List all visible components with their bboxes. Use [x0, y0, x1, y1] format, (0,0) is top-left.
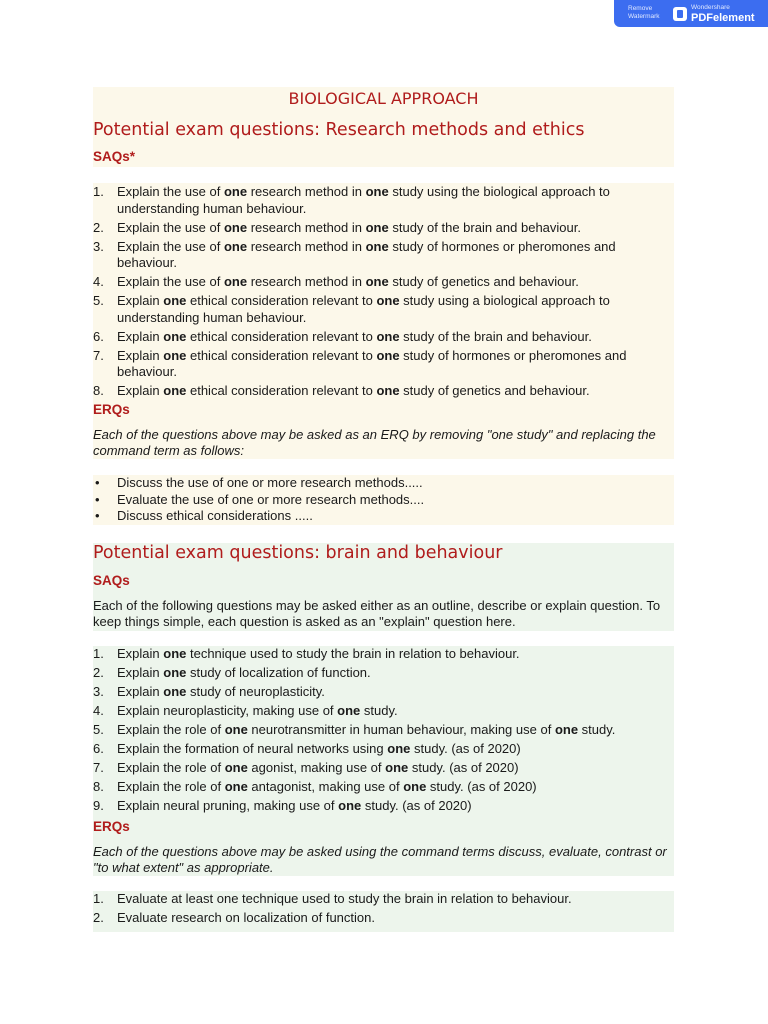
list-item-text: Explain the use of one research method in one study of hormones or pheromones and behaviour.: [117, 238, 616, 270]
section1-erq-bullets: [93, 475, 674, 525]
badge-line-2: Watermark: [628, 13, 660, 20]
list-item: [93, 348, 674, 381]
section1-saq-list: [93, 183, 674, 400]
section1-heading: Potential exam questions: Research methods and ethics: [93, 120, 585, 140]
list-item: [93, 722, 674, 739]
section2-erq-label: ERQs: [93, 819, 130, 834]
list-item: [93, 779, 674, 796]
bullet-text: Discuss ethical considerations .....: [117, 508, 313, 523]
pdfelement-logo-icon: [673, 7, 687, 21]
list-item: [93, 910, 674, 927]
section2-saq-label: SAQs: [93, 573, 130, 588]
list-item: [93, 646, 674, 663]
list-item-text: Explain one ethical consideration relevant to one study using a biological approach to understanding human behaviour.: [117, 293, 610, 325]
list-item-text: Explain the use of one research method in one study using the biological approach to understanding human behaviour.: [117, 184, 610, 216]
section1-erq-note: Each of the questions above may be asked as an ERQ by removing "one study" and replacing the command term as follows:: [93, 427, 656, 458]
brand-small-text: Wondershare: [691, 4, 730, 11]
brand-name: PDFelement: [691, 12, 755, 24]
list-item-number: 5.: [93, 722, 104, 737]
section2-erq-block: [93, 818, 674, 876]
bullet-icon: •: [95, 491, 100, 507]
section1-erq-label: ERQs: [93, 402, 130, 417]
list-item-number: 7.: [93, 760, 104, 775]
list-item-text: Explain neural pruning, making use of one study. (as of 2020): [117, 798, 472, 813]
bullet-text: Discuss the use of one or more research methods.....: [117, 475, 423, 490]
bullet-item: [93, 508, 674, 525]
bullet-icon: •: [95, 508, 100, 523]
list-item-number: 3.: [93, 684, 104, 699]
bullet-icon: •: [95, 475, 100, 490]
list-item-number: 7.: [93, 347, 104, 363]
page-title: BIOLOGICAL APPROACH: [288, 89, 479, 108]
list-item-number: 2.: [93, 665, 104, 680]
list-item-number: 6.: [93, 328, 104, 344]
list-item: [93, 760, 674, 777]
list-item-number: 4.: [93, 703, 104, 718]
list-item: [93, 274, 674, 291]
list-item-text: Explain one ethical consideration relevant to one study of hormones or pheromones and behaviour.: [117, 347, 627, 379]
section2-intro: Each of the following questions may be asked either as an outline, describe or explain question. To keep things simple, each question is asked as an "explain" question here.: [93, 598, 661, 629]
list-item: [93, 329, 674, 346]
list-item: [93, 383, 674, 400]
list-item-text: Explain one ethical consideration relevant to one study of genetics and behaviour.: [117, 383, 590, 398]
section1-header: [93, 87, 674, 167]
section2-heading: Potential exam questions: brain and behaviour: [93, 543, 503, 563]
list-item: [93, 220, 674, 237]
list-item: [93, 798, 674, 815]
list-item-number: 1.: [93, 184, 104, 199]
list-item-number: 4.: [93, 274, 104, 289]
list-item-text: Evaluate at least one technique used to study the brain in relation to behaviour.: [117, 891, 572, 906]
list-item: [93, 891, 674, 908]
bullet-text: Evaluate the use of one or more research methods....: [117, 491, 425, 507]
section1-erq-bullets-block: [93, 475, 674, 525]
bullet-item: [93, 492, 674, 509]
list-item-number: 2.: [93, 910, 104, 925]
list-item: [93, 741, 674, 758]
list-item-number: 9.: [93, 798, 104, 813]
list-item: [93, 665, 674, 682]
section1-saq-list-block: [93, 183, 674, 401]
bullet-item: [93, 475, 674, 492]
section2-saq-list: [93, 646, 674, 815]
list-item: [93, 184, 674, 217]
list-item: [93, 703, 674, 720]
pdfelement-brand: [691, 4, 755, 24]
list-item-number: 1.: [93, 891, 104, 906]
list-item-number: 3.: [93, 238, 104, 254]
section2-erq-list: [93, 891, 674, 927]
list-item-text: Explain the use of one research method in one study of genetics and behaviour.: [117, 274, 579, 289]
list-item-text: Explain one study of neuroplasticity.: [117, 684, 325, 699]
list-item-text: Explain one technique used to study the brain in relation to behaviour.: [117, 646, 520, 661]
list-item-text: Explain the use of one research method in one study of the brain and behaviour.: [117, 219, 581, 235]
list-item-number: 1.: [93, 646, 104, 661]
remove-watermark-badge[interactable]: [614, 0, 768, 27]
section2-header: [93, 543, 674, 631]
list-item-number: 2.: [93, 219, 104, 235]
list-item: [93, 684, 674, 701]
remove-watermark-label: [628, 5, 660, 21]
list-item: [93, 239, 674, 272]
list-item-text: Explain one study of localization of function.: [117, 665, 371, 680]
section2-saq-list-block: [93, 646, 674, 818]
badge-line-1: Remove: [628, 5, 653, 12]
list-item-text: Explain neuroplasticity, making use of one study.: [117, 703, 398, 718]
list-item-text: Explain the formation of neural networks using one study. (as of 2020): [117, 741, 521, 756]
list-item: [93, 293, 674, 326]
list-item-text: Evaluate research on localization of function.: [117, 910, 375, 925]
list-item-text: Explain the role of one agonist, making use of one study. (as of 2020): [117, 760, 519, 775]
list-item-text: Explain one ethical consideration relevant to one study of the brain and behaviour.: [117, 328, 592, 344]
list-item-number: 8.: [93, 779, 104, 794]
section2-erq-note: Each of the questions above may be asked using the command terms discuss, evaluate, contrast or "to what extent" as appropriate.: [93, 844, 667, 875]
section1-erq-block: [93, 401, 674, 459]
section1-saq-label: SAQs*: [93, 149, 136, 164]
list-item-text: Explain the role of one antagonist, making use of one study. (as of 2020): [117, 779, 537, 794]
list-item-text: Explain the role of one neurotransmitter in human behaviour, making use of one study.: [117, 722, 616, 737]
list-item-number: 8.: [93, 383, 104, 398]
section2-erq-list-block: [93, 891, 674, 932]
list-item-number: 5.: [93, 293, 104, 308]
list-item-number: 6.: [93, 741, 104, 756]
